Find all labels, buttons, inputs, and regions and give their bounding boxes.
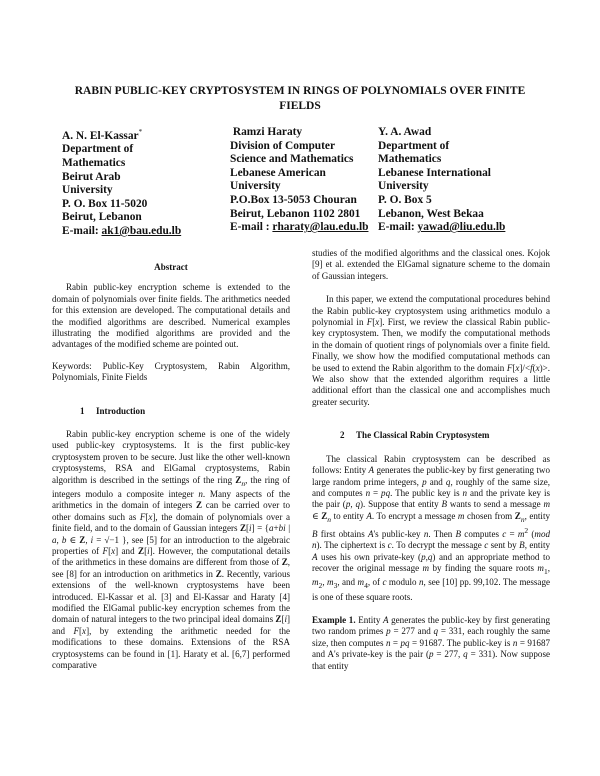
author-affiliation-line: Beirut, Lebanon bbox=[62, 211, 142, 224]
section-number: 2 bbox=[340, 430, 345, 441]
author-name: A. N. El-Kassar bbox=[62, 129, 139, 142]
author-email-link[interactable]: rharaty@lau.edu.lb bbox=[272, 221, 369, 234]
section-title: Introduction bbox=[96, 405, 146, 416]
author-affiliation-line: Department of bbox=[378, 139, 450, 152]
author-3 bbox=[378, 126, 505, 235]
author-affiliation-line: Lebanese International bbox=[378, 166, 491, 179]
example-label: Example 1. bbox=[312, 614, 356, 625]
author-2 bbox=[230, 126, 368, 235]
author-affiliation-line: University bbox=[62, 184, 113, 197]
intro-continuation: studies of the modified algorithms and the classical ones. Kojok [9] et al. extended the ElGamal signature scheme to the domain of Gaussian integers. bbox=[312, 248, 550, 281]
abstract-text: Rabin public-key encryption scheme is extended to the domain of polynomials over finite fields. The arithmetics needed for this extension are developed. The computational details and the modified algorithms are described. Numerical examples illustrating the modified algorithms are provided and the advantages of the modified scheme are pointed out. bbox=[52, 282, 290, 350]
author-name: Ramzi Haraty bbox=[232, 126, 303, 138]
author-affiliation-line: Beirut, Lebanon 1102 2801 bbox=[230, 207, 361, 220]
author-affiliation-line: P.O.Box 13-5053 Chouran bbox=[230, 193, 357, 206]
left-column bbox=[52, 258, 290, 671]
section-number: 1 bbox=[80, 405, 85, 416]
author-name: Y. A. Awad bbox=[378, 126, 432, 138]
email-label: E-mail: bbox=[378, 221, 418, 234]
paper-title: RABIN PUBLIC-KEY CRYPTOSYSTEM IN RINGS OF POLYNOMIALS OVER FINITE FIELDS bbox=[74, 85, 526, 112]
author-affiliation-line: Lebanese American bbox=[230, 166, 326, 179]
abstract-heading: Abstract bbox=[154, 262, 188, 272]
author-affiliation-line: P. O. Box 11-5020 bbox=[62, 197, 148, 210]
author-affiliation-line: Department of bbox=[62, 143, 134, 156]
author-affiliation-line: Division of Computer bbox=[230, 139, 336, 152]
author-footnote-mark: * bbox=[138, 128, 143, 136]
author-affiliation-line: University bbox=[230, 180, 281, 193]
author-affiliation-line: P. O. Box 5 bbox=[378, 193, 432, 206]
example-1: Example 1. Entity A generates the public-key by first generating two random primes p = 277 and q = 331, each roughly the same size, then computes n = pq = 91687. The public-key is n = 91687 and A's private-key is the pair (p = 277, q = 331). Now suppose that entity bbox=[312, 614, 550, 671]
email-label: E-mail : bbox=[230, 221, 273, 234]
author-affiliation-line: Science and Mathematics bbox=[230, 153, 354, 166]
section-2-paragraph: The classical Rabin cryptosystem can be described as follows: Entity A generates the public-key by first generating two large random prime integers, p and q, roughly of the same size, and computes n = pq. The public key is n and the private key is the pair (p, q). Suppose that entity B wants to send a message m ∈ $Z_n$ to entity A. To encrypt a message m chosen from $Z_n$, entity B first obtains A's public-key n. Then B computes $c = m^2$ (mod n). The ciphertext is c. To decrypt the message c sent by B, entity A uses his own private-key (p,q) and an appropriate method to recover the original message m by finding the square roots $m_1$, $m_2$, $m_3$, and $m_4$, of c modulo n, see [10] pp. 99,102. The message is one of these square roots. bbox=[312, 453, 551, 602]
email-label: E-mail: bbox=[62, 224, 102, 237]
intro-paragraph-2: In this paper, we extend the computational procedures behind the Rabin public-key cryptosystem using arithmetics modulo a polynomial in F[x]. First, we review the classical Rabin public-key cryptosystem. Then, we modify the computational methods in the domain of quotient rings of polynomials over a finite field. Finally, we show how the modified computational methods can be used to extend the Rabin algorithm to the domain F[x]/<f(x)>. We also show that the extended algorithm requires a little additional effort than the classical one and accomplishes much greater security. bbox=[312, 294, 550, 407]
author-affiliation-line: Beirut Arab bbox=[62, 170, 121, 183]
right-column bbox=[312, 248, 550, 672]
author-affiliation-line: Lebanon, West Bekaa bbox=[378, 207, 484, 220]
author-email-link[interactable]: yawad@liu.edu.lb bbox=[417, 221, 506, 234]
section-title: The Classical Rabin Cryptosystem bbox=[356, 430, 490, 441]
intro-paragraph: Rabin public-key encryption scheme is one of the widely used public-key cryptosystems. It is the first public-key cryptosystem proven to be secure. Just like the other well-known cryptosystems, RSA and ElGamal cryptosystems, Rabin algorithm is described in the settings of the ring $Z_n$, the ring of integers modulo a composite integer n. Many aspects of the arithmetics in the domain of integers Z can be carried over to other domains such as F[x], the domain of polynomials over a finite field, and to the domain of Gaussian integers Z[i] = {a+bi | a, b ∈ Z, i = √−1 }, see [5] for an introduction to the algebraic properties of F[x] and Z[i]. However, the computational details of the arithmetics in these domains are different from those of Z, see [8] for an introduction on arithmetics in Z. Recently, various extensions of the well-known cryptosystems have been introduced. El-Kassar et al. [3] and El-Kassar and Haraty [4] modified the ElGamal public-key encryption schemes from the domain of natural integers to the two principal ideal domains Z[i] and F[x], by extending the arithmetic needed for the modifications to these domains. Extensions of the RSA cryptosystems can be found in [1]. Haraty et al. [6,7] performed comparative bbox=[52, 429, 291, 670]
section-2-heading bbox=[312, 430, 550, 441]
keywords: Keywords: Public-Key Cryptosystem, Rabin Algorithm, Polynomials, Finite Fields bbox=[52, 360, 290, 383]
author-email-link[interactable]: ak1@bau.edu.lb bbox=[101, 224, 182, 237]
author-affiliation-line: Mathematics bbox=[378, 153, 442, 166]
author-affiliation-line: Mathematics bbox=[62, 156, 126, 169]
section-1-heading bbox=[52, 406, 290, 417]
author-affiliation-line: University bbox=[378, 180, 429, 193]
author-1 bbox=[62, 126, 181, 239]
